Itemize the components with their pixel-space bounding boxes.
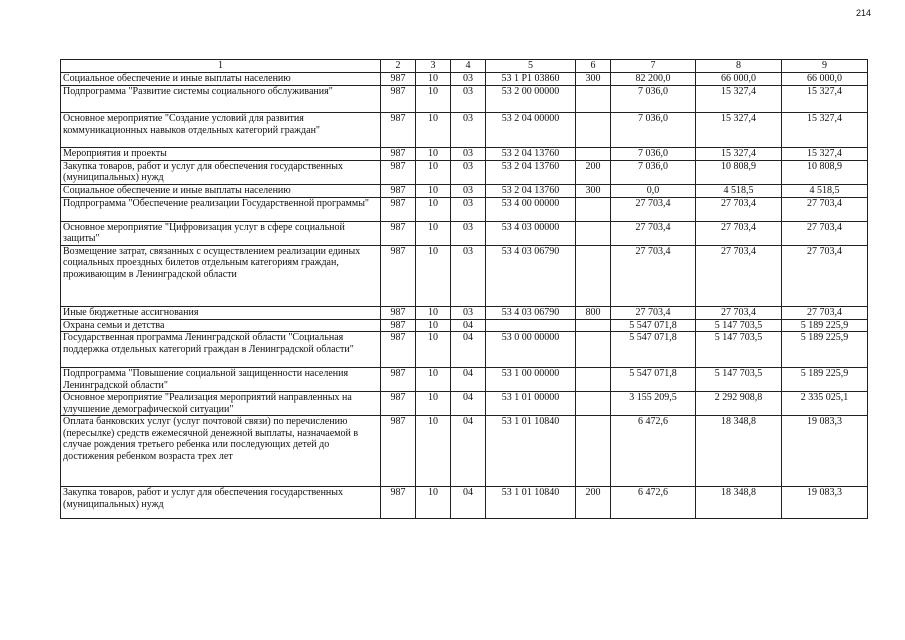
table-row (61, 487, 868, 519)
cell-col-1: Оплата банковских услуг (услуг почтовой связи) по перечислению (пересылке) средств ежемесячной денежной выплаты, назначаемой в случае рождения третьего ребенка или последующих детей до достижения ребенком возраста трех лет (61, 416, 381, 487)
cell-col-4: 04 (451, 319, 486, 332)
page-number: 214 (856, 8, 872, 18)
cell-col-7: 7 036,0 (611, 113, 696, 148)
cell-col-8: 15 327,4 (696, 113, 782, 148)
cell-col-7: 3 155 209,5 (611, 392, 696, 416)
cell-col-6: 200 (576, 487, 611, 519)
cell-col-4: 03 (451, 86, 486, 113)
cell-col-1: Социальное обеспечение и иные выплаты населению (61, 184, 381, 197)
cell-col-7: 7 036,0 (611, 148, 696, 161)
cell-col-7: 6 472,6 (611, 416, 696, 487)
cell-col-2: 987 (381, 160, 416, 184)
cell-col-2: 987 (381, 148, 416, 161)
cell-col-7: 82 200,0 (611, 73, 696, 86)
cell-col-4: 03 (451, 197, 486, 221)
cell-col-8: 5 147 703,5 (696, 368, 782, 392)
cell-col-1: Подпрограмма "Повышение социальной защищенности населения Ленинградской области" (61, 368, 381, 392)
cell-col-1: Охрана семьи и детства (61, 319, 381, 332)
cell-col-1: Мероприятия и проекты (61, 148, 381, 161)
cell-col-2: 987 (381, 332, 416, 368)
cell-col-6 (576, 148, 611, 161)
cell-col-1: Иные бюджетные ассигнования (61, 306, 381, 319)
cell-col-1: Возмещение затрат, связанных с осуществлением реализации единых социальных проездных билетов отдельным категориям граждан, проживающим в Ленинградской области (61, 245, 381, 306)
cell-col-1: Социальное обеспечение и иные выплаты населению (61, 73, 381, 86)
cell-col-8: 15 327,4 (696, 148, 782, 161)
cell-col-8: 5 147 703,5 (696, 332, 782, 368)
cell-col-4: 04 (451, 416, 486, 487)
cell-col-4: 04 (451, 332, 486, 368)
cell-col-3: 10 (416, 73, 451, 86)
budget-table (60, 59, 868, 519)
cell-col-7: 27 703,4 (611, 221, 696, 245)
cell-col-8: 27 703,4 (696, 197, 782, 221)
cell-col-3: 10 (416, 306, 451, 319)
table-row (61, 306, 868, 319)
cell-col-9: 19 083,3 (782, 487, 868, 519)
cell-col-8: 18 348,8 (696, 416, 782, 487)
table-row (61, 184, 868, 197)
cell-col-8: 15 327,4 (696, 86, 782, 113)
cell-col-7: 0,0 (611, 184, 696, 197)
cell-col-3: 10 (416, 160, 451, 184)
cell-col-5 (486, 319, 576, 332)
cell-col-1: Подпрограмма "Развитие системы социального обслуживания" (61, 86, 381, 113)
cell-col-9: 66 000,0 (782, 73, 868, 86)
table-row (61, 197, 868, 221)
cell-col-3: 10 (416, 245, 451, 306)
col-header-6: 6 (576, 60, 611, 73)
cell-col-5: 53 1 01 10840 (486, 487, 576, 519)
col-header-9: 9 (782, 60, 868, 73)
cell-col-4: 03 (451, 221, 486, 245)
cell-col-8: 4 518,5 (696, 184, 782, 197)
cell-col-1: Закупка товаров, работ и услуг для обеспечения государственных (муниципальных) нужд (61, 487, 381, 519)
cell-col-9: 27 703,4 (782, 221, 868, 245)
header-row (61, 60, 868, 73)
cell-col-9: 27 703,4 (782, 245, 868, 306)
cell-col-6 (576, 319, 611, 332)
cell-col-2: 987 (381, 86, 416, 113)
cell-col-4: 03 (451, 113, 486, 148)
table-row (61, 332, 868, 368)
cell-col-3: 10 (416, 332, 451, 368)
cell-col-8: 27 703,4 (696, 306, 782, 319)
col-header-8: 8 (696, 60, 782, 73)
cell-col-3: 10 (416, 319, 451, 332)
cell-col-6: 800 (576, 306, 611, 319)
cell-col-2: 987 (381, 368, 416, 392)
table-row (61, 160, 868, 184)
table-row (61, 86, 868, 113)
cell-col-9: 19 083,3 (782, 416, 868, 487)
cell-col-6 (576, 245, 611, 306)
cell-col-2: 987 (381, 73, 416, 86)
cell-col-8: 66 000,0 (696, 73, 782, 86)
cell-col-2: 987 (381, 197, 416, 221)
cell-col-2: 987 (381, 113, 416, 148)
cell-col-2: 987 (381, 487, 416, 519)
cell-col-7: 27 703,4 (611, 306, 696, 319)
cell-col-4: 03 (451, 306, 486, 319)
cell-col-6: 200 (576, 160, 611, 184)
col-header-3: 3 (416, 60, 451, 73)
cell-col-3: 10 (416, 113, 451, 148)
col-header-4: 4 (451, 60, 486, 73)
cell-col-3: 10 (416, 368, 451, 392)
cell-col-6 (576, 113, 611, 148)
col-header-5: 5 (486, 60, 576, 73)
cell-col-1: Государственная программа Ленинградской области "Социальная поддержка отдельных категорий граждан в Ленинградской области" (61, 332, 381, 368)
cell-col-2: 987 (381, 184, 416, 197)
cell-col-9: 15 327,4 (782, 86, 868, 113)
cell-col-5: 53 1 00 00000 (486, 368, 576, 392)
cell-col-3: 10 (416, 184, 451, 197)
cell-col-6 (576, 368, 611, 392)
col-header-1: 1 (61, 60, 381, 73)
cell-col-8: 5 147 703,5 (696, 319, 782, 332)
col-header-2: 2 (381, 60, 416, 73)
cell-col-1: Основное мероприятие "Создание условий для развития коммуникационных навыков отдельных категорий граждан" (61, 113, 381, 148)
cell-col-9: 2 335 025,1 (782, 392, 868, 416)
cell-col-8: 10 808,9 (696, 160, 782, 184)
cell-col-2: 987 (381, 392, 416, 416)
cell-col-9: 15 327,4 (782, 113, 868, 148)
cell-col-3: 10 (416, 221, 451, 245)
cell-col-7: 7 036,0 (611, 86, 696, 113)
cell-col-2: 987 (381, 319, 416, 332)
cell-col-3: 10 (416, 487, 451, 519)
cell-col-9: 5 189 225,9 (782, 368, 868, 392)
cell-col-6 (576, 416, 611, 487)
cell-col-2: 987 (381, 306, 416, 319)
cell-col-5: 53 2 04 13760 (486, 160, 576, 184)
cell-col-5: 53 4 03 06790 (486, 245, 576, 306)
cell-col-1: Подпрограмма "Обеспечение реализации Государственной программы" (61, 197, 381, 221)
cell-col-4: 03 (451, 245, 486, 306)
cell-col-6: 300 (576, 73, 611, 86)
cell-col-2: 987 (381, 245, 416, 306)
cell-col-7: 27 703,4 (611, 245, 696, 306)
cell-col-1: Основное мероприятие "Цифровизация услуг в сфере социальной защиты" (61, 221, 381, 245)
cell-col-4: 03 (451, 184, 486, 197)
cell-col-3: 10 (416, 197, 451, 221)
table-row (61, 148, 868, 161)
cell-col-6 (576, 221, 611, 245)
cell-col-7: 5 547 071,8 (611, 368, 696, 392)
cell-col-5: 53 1 P1 03860 (486, 73, 576, 86)
table-row (61, 221, 868, 245)
cell-col-4: 04 (451, 368, 486, 392)
cell-col-6: 300 (576, 184, 611, 197)
table-row (61, 73, 868, 86)
cell-col-8: 18 348,8 (696, 487, 782, 519)
cell-col-7: 5 547 071,8 (611, 332, 696, 368)
cell-col-7: 6 472,6 (611, 487, 696, 519)
cell-col-9: 10 808,9 (782, 160, 868, 184)
cell-col-7: 5 547 071,8 (611, 319, 696, 332)
cell-col-9: 27 703,4 (782, 306, 868, 319)
cell-col-4: 03 (451, 148, 486, 161)
table-row (61, 416, 868, 487)
cell-col-4: 03 (451, 73, 486, 86)
cell-col-3: 10 (416, 148, 451, 161)
cell-col-2: 987 (381, 416, 416, 487)
cell-col-9: 5 189 225,9 (782, 332, 868, 368)
cell-col-5: 53 4 03 06790 (486, 306, 576, 319)
cell-col-2: 987 (381, 221, 416, 245)
table-row (61, 245, 868, 306)
cell-col-5: 53 2 04 13760 (486, 148, 576, 161)
cell-col-4: 04 (451, 392, 486, 416)
cell-col-5: 53 2 04 13760 (486, 184, 576, 197)
cell-col-6 (576, 197, 611, 221)
cell-col-7: 7 036,0 (611, 160, 696, 184)
cell-col-6 (576, 86, 611, 113)
cell-col-4: 04 (451, 487, 486, 519)
cell-col-5: 53 2 00 00000 (486, 86, 576, 113)
table-row (61, 368, 868, 392)
cell-col-9: 4 518,5 (782, 184, 868, 197)
cell-col-9: 5 189 225,9 (782, 319, 868, 332)
col-header-7: 7 (611, 60, 696, 73)
cell-col-8: 27 703,4 (696, 221, 782, 245)
cell-col-8: 27 703,4 (696, 245, 782, 306)
cell-col-6 (576, 392, 611, 416)
cell-col-3: 10 (416, 416, 451, 487)
cell-col-1: Основное мероприятие "Реализация мероприятий направленных на улучшение демографической ситуации" (61, 392, 381, 416)
cell-col-9: 27 703,4 (782, 197, 868, 221)
cell-col-7: 27 703,4 (611, 197, 696, 221)
cell-col-1: Закупка товаров, работ и услуг для обеспечения государственных (муниципальных) нужд (61, 160, 381, 184)
table-body (61, 73, 868, 519)
cell-col-5: 53 2 04 00000 (486, 113, 576, 148)
cell-col-5: 53 4 03 00000 (486, 221, 576, 245)
cell-col-9: 15 327,4 (782, 148, 868, 161)
cell-col-3: 10 (416, 86, 451, 113)
table-row (61, 113, 868, 148)
cell-col-3: 10 (416, 392, 451, 416)
cell-col-5: 53 4 00 00000 (486, 197, 576, 221)
cell-col-5: 53 0 00 00000 (486, 332, 576, 368)
cell-col-5: 53 1 01 00000 (486, 392, 576, 416)
cell-col-4: 03 (451, 160, 486, 184)
cell-col-8: 2 292 908,8 (696, 392, 782, 416)
table-row (61, 392, 868, 416)
table-row (61, 319, 868, 332)
cell-col-6 (576, 332, 611, 368)
cell-col-5: 53 1 01 10840 (486, 416, 576, 487)
